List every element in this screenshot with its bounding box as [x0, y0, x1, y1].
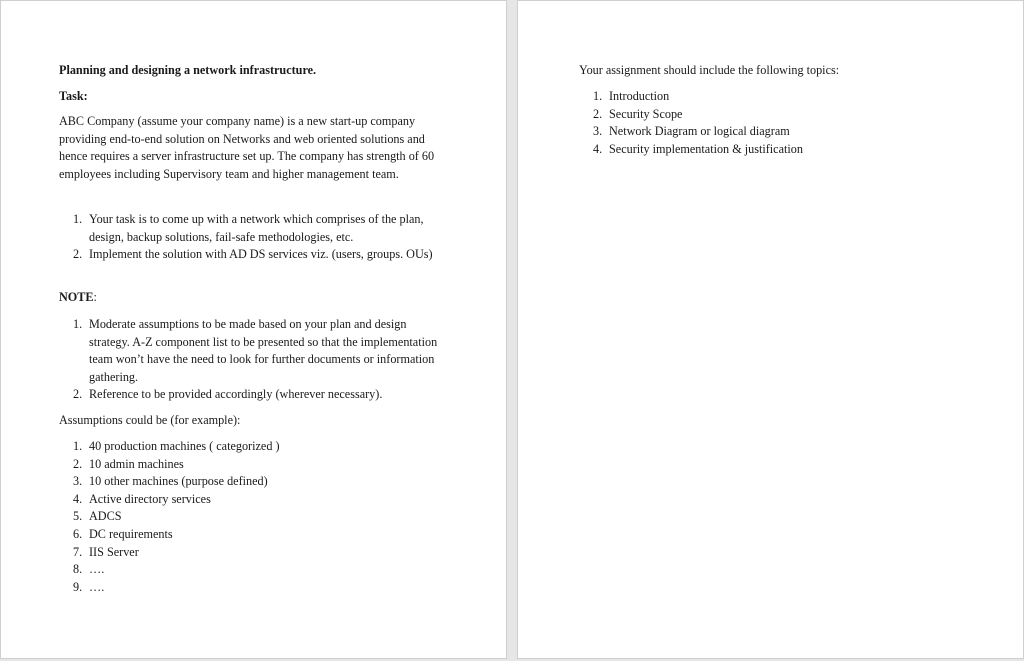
list-item — [579, 123, 803, 141]
list-number: 3. — [593, 124, 603, 139]
list-item — [59, 473, 280, 491]
list-number: 9. — [73, 579, 83, 594]
left-page — [0, 0, 507, 659]
list-item — [59, 438, 280, 456]
list-item-text: Active directory services — [89, 491, 211, 506]
note-heading: NOTE — [59, 290, 94, 304]
list-item-text: ADCS — [89, 509, 122, 524]
list-item — [59, 211, 441, 246]
list-item-text: Reference to be provided accordingly (wherever necessary). — [89, 387, 383, 402]
task-heading: Task: — [59, 89, 88, 103]
list-number: 4. — [593, 141, 603, 156]
list-item — [579, 106, 803, 124]
list-number: 4. — [73, 491, 83, 506]
list-number: 8. — [73, 562, 83, 577]
list-item-text: …. — [89, 579, 105, 594]
list-number: 1. — [73, 317, 83, 331]
list-item-text: Your task is to come up with a network which comprises of the plan, design, backup solutions, fail-safe methodologies, etc. — [89, 212, 424, 244]
list-item — [579, 141, 803, 159]
assumptions-intro: Assumptions could be (for example): — [59, 413, 241, 427]
list-item — [579, 88, 803, 106]
right-page — [517, 0, 1024, 659]
topics-list — [579, 88, 803, 158]
list-item — [59, 561, 280, 579]
list-item-text: Implement the solution with AD DS services viz. (users, groups. OUs) — [89, 247, 433, 262]
topics-intro: Your assignment should include the following topics: — [579, 63, 840, 77]
list-item-text: Security implementation & justification — [609, 141, 803, 156]
list-number: 2. — [73, 387, 83, 402]
list-item-text: Security Scope — [609, 106, 683, 121]
list-number: 6. — [73, 526, 83, 541]
list-item — [59, 386, 441, 404]
list-item — [59, 491, 280, 509]
list-number: 2. — [593, 106, 603, 121]
list-item — [59, 316, 441, 386]
list-number: 5. — [73, 509, 83, 524]
list-item-text: 10 admin machines — [89, 456, 184, 471]
list-item-text: Introduction — [609, 89, 670, 103]
list-item — [59, 456, 280, 474]
task-list — [59, 211, 441, 264]
list-item-text: 10 other machines (purpose defined) — [89, 474, 268, 489]
intro-paragraph: ABC Company (assume your company name) is a new start-up company providing end-to-end solution on Networks and web oriented solutions and hence requires a server infrastructure set up. The company has strength of 60 employees including Supervisory team and higher management team. — [59, 114, 435, 181]
list-item — [59, 544, 280, 562]
list-item-text: …. — [89, 562, 105, 577]
list-item-text: Moderate assumptions to be made based on your plan and design strategy. A-Z component list to be presented so that the implementation team won’t have the need to look for further documents or information gathering. — [89, 317, 438, 384]
document-title: Planning and designing a network infrastructure. — [59, 63, 317, 77]
note-list — [59, 316, 441, 404]
list-number: 2. — [73, 456, 83, 471]
list-number: 1. — [73, 439, 83, 453]
list-item-text: 40 production machines ( categorized ) — [89, 439, 280, 453]
list-number: 1. — [593, 89, 603, 103]
list-item-text: IIS Server — [89, 544, 139, 559]
list-item — [59, 508, 280, 526]
list-item — [59, 246, 441, 264]
list-item-text: DC requirements — [89, 526, 173, 541]
list-number: 1. — [73, 212, 83, 226]
list-item — [59, 579, 280, 597]
list-item — [59, 526, 280, 544]
assumptions-list — [59, 438, 280, 596]
list-number: 3. — [73, 474, 83, 489]
list-item-text: Network Diagram or logical diagram — [609, 124, 790, 139]
list-number: 2. — [73, 247, 83, 262]
note-colon: : — [93, 290, 97, 304]
note-heading-line — [59, 289, 97, 307]
list-number: 7. — [73, 544, 83, 559]
